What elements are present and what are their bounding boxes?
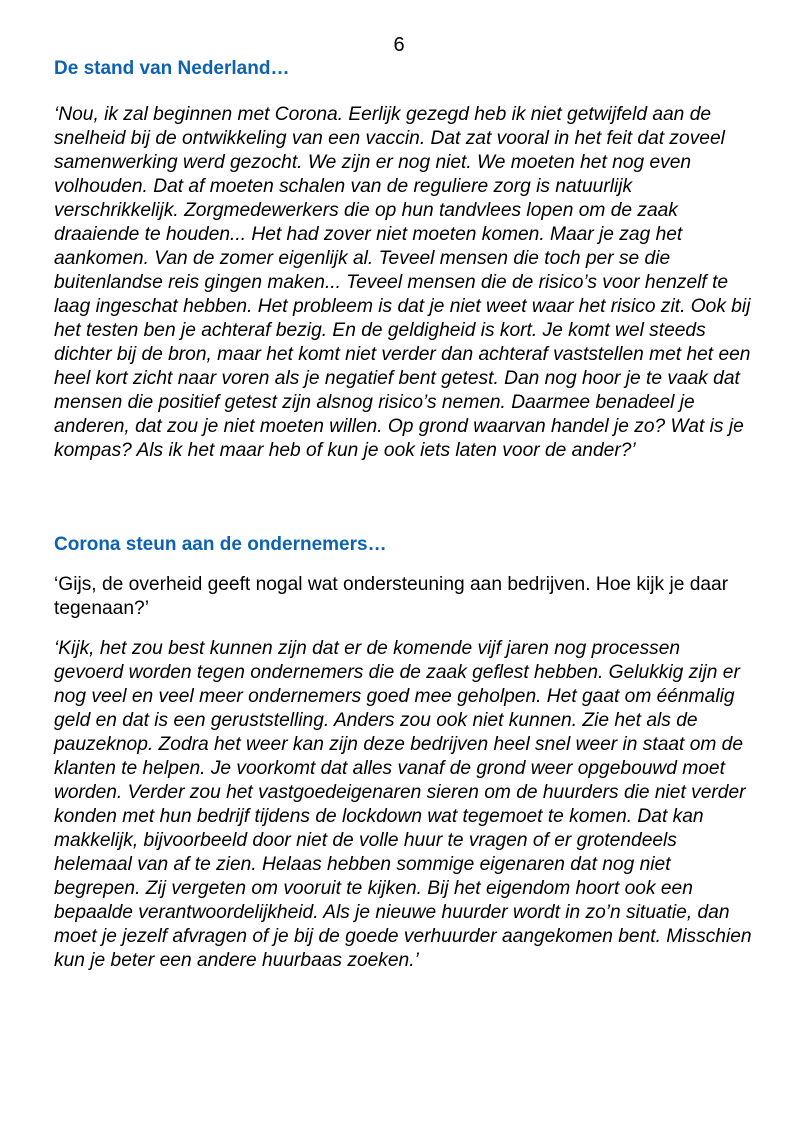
section-heading-corona-steun: Corona steun aan de ondernemers… xyxy=(54,534,387,555)
page-number: 6 xyxy=(393,34,405,56)
page-content xyxy=(54,57,754,973)
section-heading-stand-van-nederland: De stand van Nederland… xyxy=(54,58,290,79)
interview-answer-ondernemers: ‘Kijk, het zou best kunnen zijn dat er de komende vijf jaren nog processen gevoerd worden tegen ondernemers die de zaak geflest hebben. Gelukkig zijn er nog veel en veel meer ondernemers goed mee geholpen. Het gaat om éénmalig geld en dat is een geruststelling. Anders zou ook niet kunnen. Zie het als de pauzeknop. Zodra het weer kan zijn deze bedrijven heel snel weer in staat om de klanten te helpen. Je voorkomt dat alles vanaf de grond weer opgebouwd moet worden. Verder zou het vastgoedeigenaren sieren om de huurders die niet verder konden met hun bedrijf tijdens de lockdown wat tegemoet te komen. Dat kan makkelijk, bijvoorbeeld door niet de volle huur te vragen of er grotendeels helemaal van af te zien. Helaas hebben sommige eigenaren dat nog niet begrepen. Zij vergeten om vooruit te kijken. Bij het eigendom hoort ook een bepaalde verantwoordelijkheid. Als je nieuwe huurder wordt in zo’n situatie, dan moet je jezelf afvragen of je bij de goede verhuurder aangekomen bent. Misschien kun je beter een andere huurbaas zoeken.’ xyxy=(54,638,752,971)
interview-question-overheid: ‘Gijs, de overheid geeft nogal wat ondersteuning aan bedrijven. Hoe kijk je daar tegenaan?’ xyxy=(54,574,729,619)
interview-answer-corona: ‘Nou, ik zal beginnen met Corona. Eerlijk gezegd heb ik niet getwijfeld aan de snelheid bij de ontwikkeling van een vaccin. Dat zat vooral in het feit dat zoveel samenwerking werd gezocht. We zijn er nog niet. We moeten het nog even volhouden. Dat af moeten schalen van de reguliere zorg is natuurlijk verschrikkelijk. Zorgmedewerkers die op hun tandvlees lopen om de zaak draaiende te houden... Het had zover niet moeten komen. Maar je zag het aankomen. Van de zomer eigenlijk al. Teveel mensen die toch per se die buitenlandse reis gingen maken... Teveel mensen die de risico’s voor henzelf te laag ingeschat hebben. Het probleem is dat je niet weet waar het risico zit. Ook bij het testen ben je achteraf bezig. En de geldigheid is kort. Je komt wel steeds dichter bij de bron, maar het komt niet verder dan achteraf vaststellen met het een heel kort zicht naar voren als je negatief bent getest. Dan nog hoor je te vaak dat mensen die positief getest zijn alsnog risico’s nemen. Daarmee benadeel je anderen, dat zou je niet moeten willen. Op grond waarvan handel je zo? Wat is je kompas? Als ik het maar heb of kun je ook iets laten voor de ander?’ xyxy=(54,104,751,461)
